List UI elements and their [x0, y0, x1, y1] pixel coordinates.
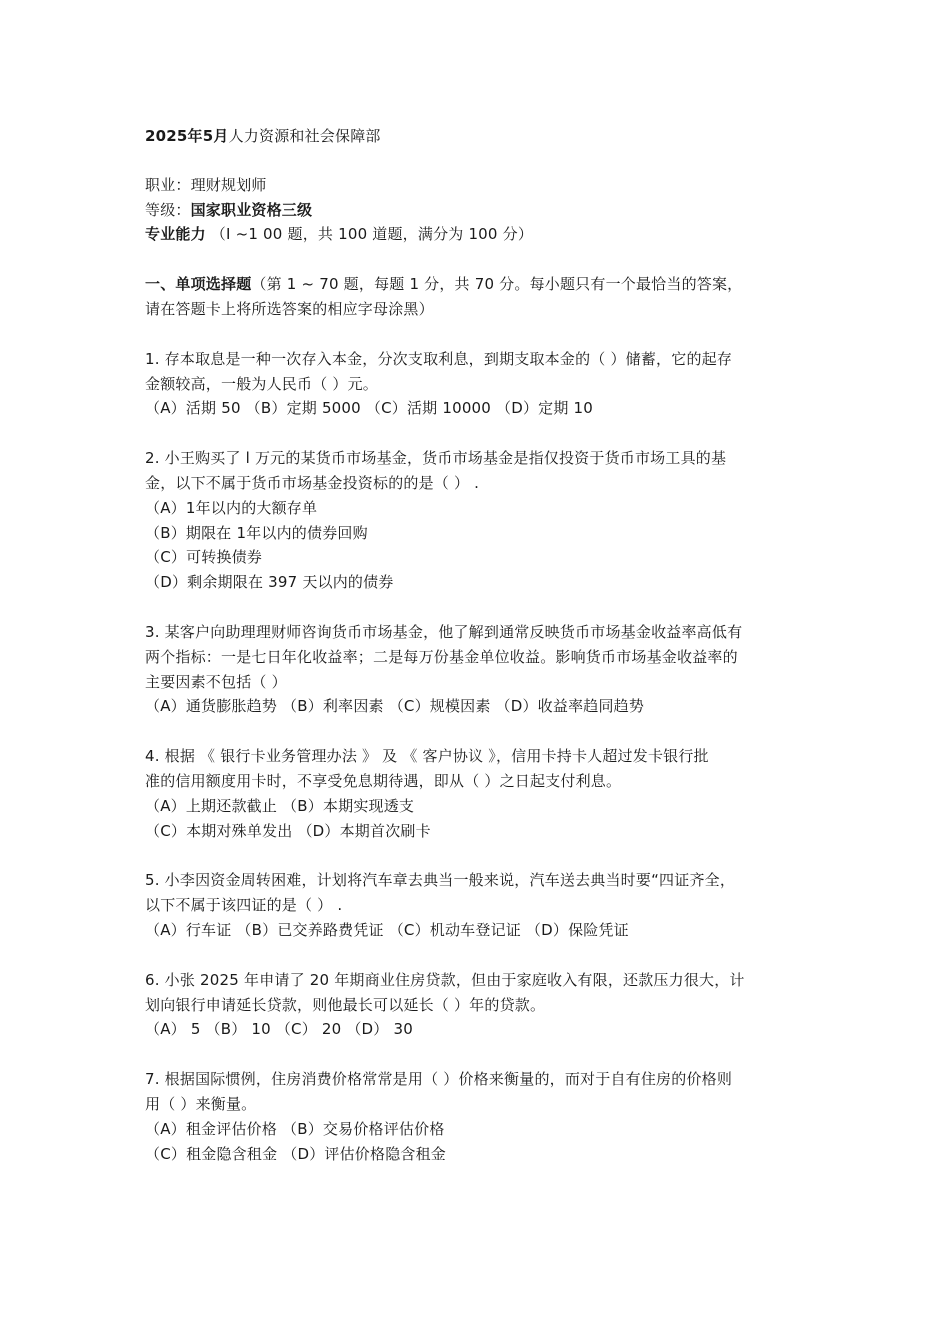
question-stem-line: 划向银行申请延长贷款，则他最长可以延长（ ）年的贷款。: [145, 995, 546, 1014]
question-stem-line: 1. 存本取息是一种一次存入本金，分次支取利息，到期支取本金的（ ）储蓄，它的起存: [145, 349, 733, 368]
answer-options-line: （A）租金评估价格 （B）交易价格评估价格: [145, 1119, 445, 1138]
answer-options-line: （C）租金隐含租金 （D）评估价格隐含租金: [145, 1144, 446, 1163]
question-stem-line: 3. 某客户向助理理财师咨询货币市场基金，他了解到通常反映货币市场基金收益率高低有: [145, 622, 743, 641]
answer-options-line: （A）上期还款截止 （B）本期实现透支: [145, 796, 415, 815]
question-stem-line: 6. 小张 2025 年申请了 20 年期商业住房贷款，但由于家庭收入有限，还款压力很大，计: [145, 970, 745, 989]
question-stem-line: 7. 根据国际惯例，住房消费价格常常是用（ ）价格来衡量的，而对于自有住房的价格则: [145, 1070, 733, 1089]
document-header: [145, 124, 825, 247]
answer-options-line: （B）期限在 1年以内的债券回购: [145, 523, 368, 542]
question-stem-line: 2. 小王购买了 l 万元的某货币市场基金，货币市场基金是指仅投资于货币市场工具的基: [145, 449, 727, 468]
answer-options-line: （A）通货膨胀趋势 （B）利率因素 （C）规模因素 （D）收益率趋同趋势: [145, 697, 645, 716]
question-stem-line: 主要因素不包括（ ）: [145, 672, 287, 691]
answer-options-line: （C）本期对殊单发出 （D）本期首次刷卡: [145, 821, 431, 840]
answer-options-line: （C）可转换债券: [145, 548, 263, 567]
document-page: [145, 124, 825, 1166]
answer-options-line: （A）1年以内的大额存单: [145, 498, 318, 517]
question-stem-line: 金，以下不属于货币市场基金投资标的的是（ ） .: [145, 473, 480, 492]
subject-line: 专业能力 （I ~1 00 题，共 100 道题，满分为 100 分）: [145, 225, 534, 244]
question-item: [145, 446, 825, 595]
question-stem-line: 准的信用额度用卡时，不享受免息期待遇，即从（ ）之日起支付利息。: [145, 771, 622, 790]
question-stem-line: 5. 小李因资金周转困难，计划将汽车章去典当一般来说，汽车送去典当时要“四证齐全，: [145, 871, 736, 890]
level-line: 等级：国家职业资格三级: [145, 200, 313, 219]
question-stem-line: 用（ ）来衡量。: [145, 1094, 257, 1113]
answer-options-line: （A）活期 50 （B）定期 5000 （C）活期 10000 （D）定期 10: [145, 399, 594, 418]
question-stem-line: 4. 根据 《 银行卡业务管理办法 》 及 《 客户协议 》，信用卡持卡人超过发卡银行批: [145, 747, 709, 766]
question-item: [145, 1067, 825, 1166]
answer-options-line: （D）剩余期限在 397 天以内的债券: [145, 573, 394, 592]
question-item: [145, 868, 825, 942]
question-stem-line: 两个指标：一是七日年化收益率；二是每万份基金单位收益。影响货币市场基金收益率的: [145, 647, 738, 666]
question-item: [145, 968, 825, 1042]
answer-options-line: （A） 5 （B） 10 （C） 20 （D） 30: [145, 1020, 413, 1039]
occupation-line: 职业：理财规划师: [145, 175, 267, 194]
section-title: 一、单项选择题: [145, 275, 252, 294]
question-list: [145, 347, 825, 1167]
section-heading: 一、单项选择题（第 1 ~ 70 题，每题 1 分，共 70 分。每小题只有一个最恰当的答案， 请在答题卡上将所选答案的相应字母涂黑）: [145, 275, 743, 318]
answer-options-line: （A）行车证 （B）已交养路费凭证 （C）机动车登记证 （D）保险凭证: [145, 920, 629, 939]
question-item: [145, 620, 825, 719]
question-item: [145, 347, 825, 421]
question-item: [145, 744, 825, 843]
issuer-title: 2025年5月人力资源和社会保障部: [145, 127, 381, 145]
question-stem-line: 金额较高，一般为人民币（ ）元。: [145, 374, 378, 393]
question-stem-line: 以下不属于该四证的是（ ） .: [145, 896, 343, 915]
